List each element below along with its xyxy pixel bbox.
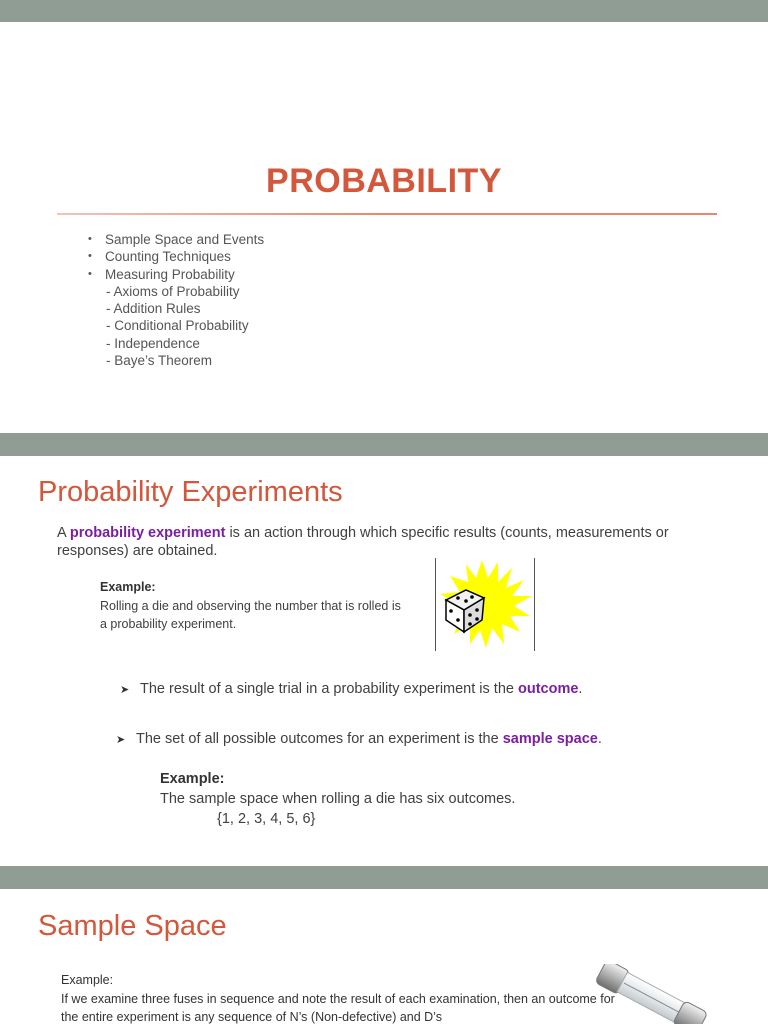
example-label: Example: (160, 771, 225, 787)
sub-list-item: - Baye’s Theorem (106, 353, 213, 369)
sample-space-set: {1, 2, 3, 4, 5, 6} (217, 811, 316, 827)
slide-header-band (0, 866, 768, 889)
example-text: The sample space when rolling a die has six outcomes. (160, 791, 516, 807)
arrow-bullet-icon: ➤ (116, 734, 126, 746)
list-item: • Counting Techniques (88, 248, 264, 265)
example-label: Example: (100, 580, 156, 594)
point-suffix: . (597, 731, 602, 747)
point-suffix: . (578, 681, 583, 697)
sub-list-item: - Axioms of Probability (106, 283, 240, 299)
sub-list-item: - Independence (106, 335, 200, 351)
example-text: Rolling a die and observing the number that is rolled is a probability experiment. (100, 599, 401, 631)
fuse-icon (588, 964, 708, 1024)
highlighted-term: sample space (502, 731, 598, 747)
list-item: • Measuring Probability (88, 266, 264, 283)
highlighted-term: probability experiment (69, 525, 226, 541)
topic-list (88, 231, 264, 369)
arrow-bullet-icon: ➤ (120, 684, 130, 696)
die-image-frame (435, 558, 535, 651)
bullet-point (120, 681, 582, 697)
slide-title: Probability Experiments (38, 476, 343, 508)
bullet-point (116, 731, 602, 747)
sub-list-item: - Addition Rules (106, 301, 201, 317)
slide-title: Sample Space (38, 910, 227, 942)
die-icon (436, 558, 534, 651)
example-text: If we examine three fuses in sequence and note the result of each examination, then an outcome for the entire experiment is any sequence of N’s (Non-defective) and D’s (61, 992, 615, 1024)
example-label: Example: (61, 973, 114, 987)
sub-list-item: - Conditional Probability (106, 318, 249, 334)
slide-header-band (0, 0, 768, 22)
intro-rest: is an action through which specific results (counts, measurements or responses) are obtained. (57, 525, 669, 559)
definition-paragraph (57, 524, 697, 560)
slide-title: PROBABILITY (266, 162, 502, 200)
title-divider (57, 213, 717, 215)
highlighted-term: outcome (518, 681, 579, 697)
slide-header-band (0, 433, 768, 456)
point-prefix: The set of all possible outcomes for an experiment is the (136, 731, 503, 747)
list-item: • Sample Space and Events (88, 231, 264, 248)
point-prefix: The result of a single trial in a probability experiment is the (140, 681, 518, 697)
intro-prefix: A (57, 525, 70, 541)
